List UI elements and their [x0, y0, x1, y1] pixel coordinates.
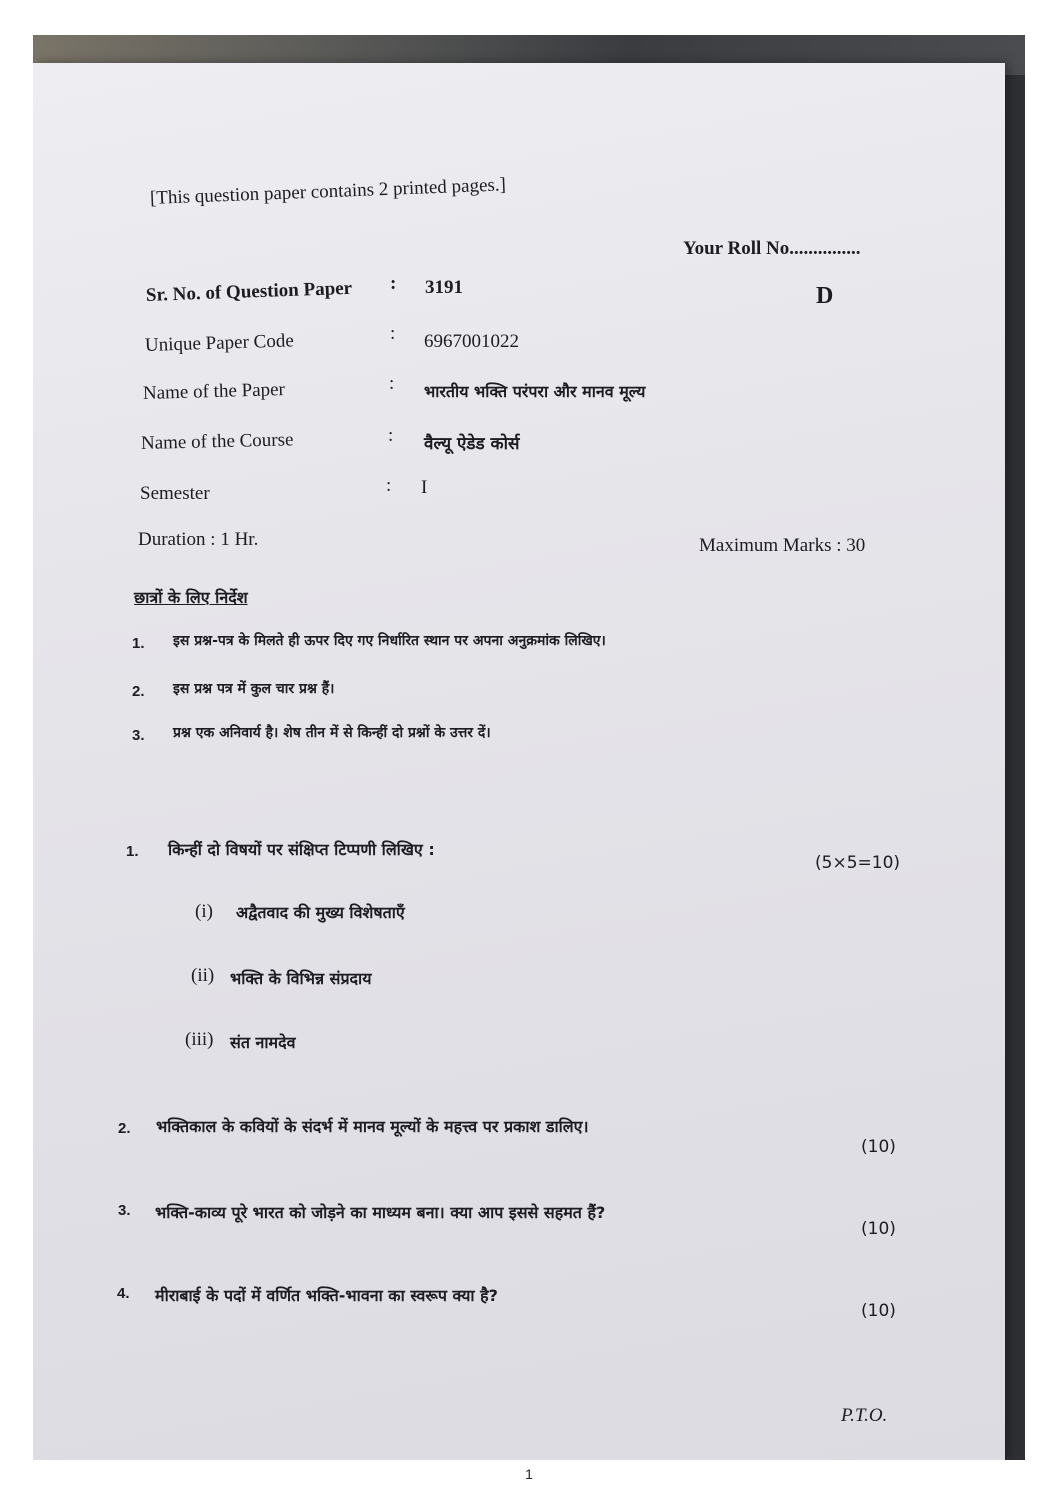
paper-code-label: Unique Paper Code: [144, 330, 295, 356]
question-marks: (5×5=10): [815, 853, 901, 873]
paper-name-label: Name of the Paper: [142, 379, 286, 404]
please-turn-over: P.T.O.: [841, 1405, 888, 1426]
subpart-text: अद्वैतवाद की मुख्य विशेषताएँ: [236, 903, 405, 922]
question-text: भक्ति-काव्य पूरे भारत को जोड़ने का माध्यम बना। क्या आप इससे सहमत हैं?: [155, 1203, 606, 1222]
question-number: 1.: [126, 843, 139, 860]
subpart-label: (i): [195, 901, 213, 922]
printed-pages-note: [This question paper contains 2 printed pages.]: [149, 174, 507, 209]
duration: Duration : 1 Hr.: [138, 529, 259, 550]
instruction-number: 3.: [132, 727, 145, 744]
course-name-value: वैल्यू ऐडेड कोर्स: [424, 434, 520, 454]
scanned-photo: [33, 35, 1025, 1460]
paper-code-value: 6967001022: [424, 331, 519, 352]
paper-name-colon: :: [389, 373, 395, 394]
subpart-label: (ii): [191, 965, 215, 986]
sr-no-value: 3191: [425, 277, 463, 298]
sr-no-colon: :: [390, 273, 397, 294]
paper-code-colon: :: [390, 323, 396, 344]
subpart-label: (iii): [185, 1029, 214, 1050]
question-number: 3.: [118, 1202, 131, 1219]
course-name-label: Name of the Course: [140, 429, 294, 454]
instruction-number: 1.: [132, 635, 145, 652]
instruction-text: इस प्रश्न-पत्र के मिलते ही ऊपर दिए गए निर्धारित स्थान पर अपना अनुक्रमांक लिखिए।: [173, 633, 606, 649]
maximum-marks: Maximum Marks : 30: [699, 535, 866, 556]
question-paper-sheet: [33, 63, 1005, 1460]
subpart-text: भक्ति के विभिन्न संप्रदाय: [230, 969, 372, 988]
instructions-heading: छात्रों के लिए निर्देश: [134, 588, 248, 607]
question-marks: (10): [861, 1137, 896, 1157]
question-text: मीराबाई के पदों में वर्णित भक्ति-भावना का स्वरूप क्या है?: [155, 1286, 498, 1305]
course-name-colon: :: [388, 425, 394, 446]
semester-label: Semester: [140, 483, 210, 504]
question-text: भक्तिकाल के कवियों के संदर्भ में मानव मूल्यों के महत्त्व पर प्रकाश डालिए।: [156, 1117, 589, 1136]
question-number: 2.: [118, 1120, 131, 1137]
instruction-number: 2.: [132, 683, 145, 700]
paper-name-value: भारतीय भक्ति परंपरा और मानव मूल्य: [424, 382, 646, 401]
roll-number-label: Your Roll No...............: [683, 238, 861, 259]
question-marks: (10): [861, 1301, 896, 1321]
semester-colon: :: [386, 475, 392, 496]
sr-no-label: Sr. No. of Question Paper: [145, 277, 353, 306]
set-code: D: [816, 283, 834, 309]
instruction-text: इस प्रश्न पत्र में कुल चार प्रश्न हैं।: [173, 681, 335, 697]
page-number: 1: [525, 1466, 533, 1482]
question-text: किन्हीं दो विषयों पर संक्षिप्त टिप्पणी लिखिए :: [168, 840, 435, 859]
semester-value: I: [421, 477, 428, 498]
subpart-text: संत नामदेव: [230, 1033, 296, 1052]
question-marks: (10): [861, 1219, 896, 1239]
instruction-text: प्रश्न एक अनिवार्य है। शेष तीन में से किन्हीं दो प्रश्नों के उत्तर दें।: [173, 725, 491, 741]
question-number: 4.: [117, 1285, 130, 1302]
